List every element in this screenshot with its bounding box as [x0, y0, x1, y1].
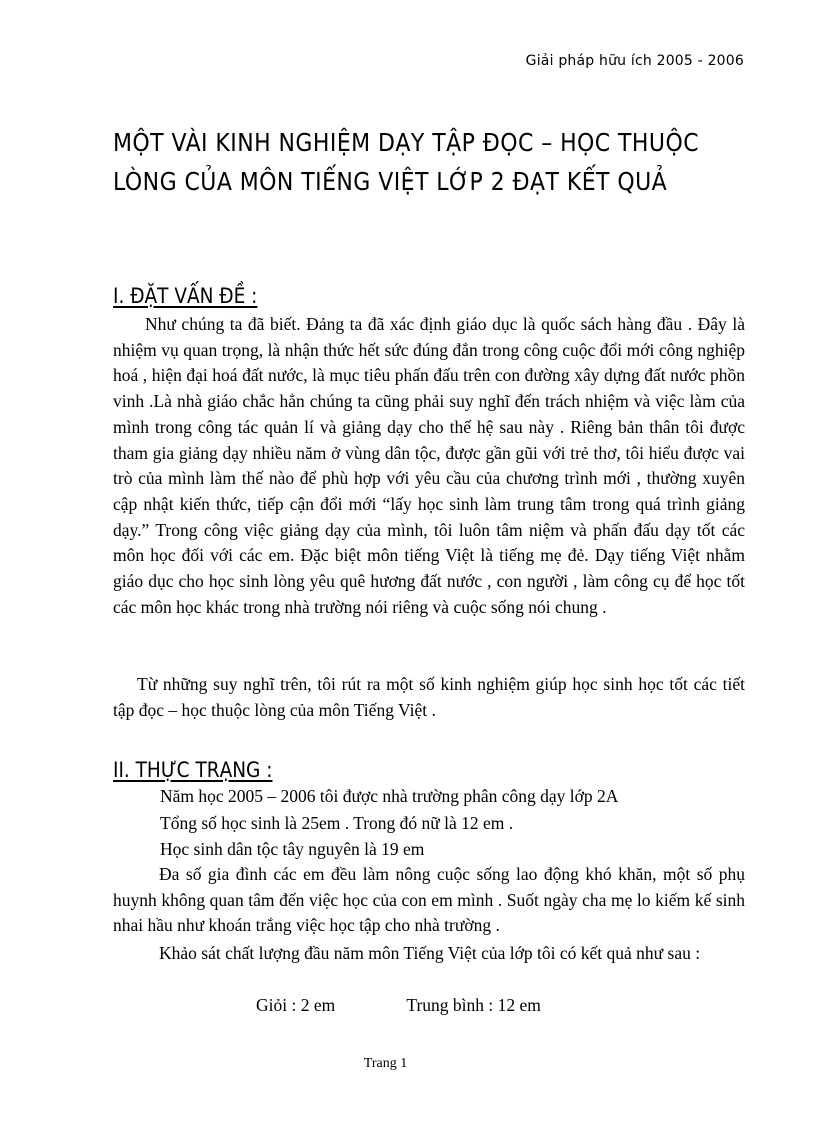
- result-gioi: Giỏi : 2 em: [256, 995, 336, 1015]
- document-header: Giải pháp hữu ích 2005 - 2006: [525, 53, 744, 69]
- survey-results: [256, 995, 541, 1016]
- paragraph-intro: Như chúng ta đã biết. Đảng ta đã xác định giáo dục là quốc sách hàng đầu . Đây là nhiệm vụ quan trọng, là nhận thức hết sức đúng đắn trong công cuộc đổi mới công nghiệp hoá , hiện đại hoá đất nước, là mục tiêu phấn đấu trên con đường xây dựng đất nước phồn vinh .Là nhà giáo chắc hẳn chúng ta cũng phải suy nghĩ đến trách nhiệm và việc làm của mình trong công tác quản lí và giảng dạy cho thế hệ sau này . Riêng bản thân tôi được tham gia giảng dạy nhiều năm ở vùng dân tộc, được gần gũi với trẻ thơ, tôi hiểu được vai trò của mình làm thế nào để phù hợp với yêu cầu của chương trình mới , thường xuyên cập nhật kiến thức, tiếp cận đổi mới “lấy học sinh làm trung tâm trong quá trình giảng dạy.” Trong công việc giảng dạy của mình, tôi luôn tâm niệm và phấn đấu dạy tốt các môn học đối với các em. Đặc biệt môn tiếng Việt là tiếng mẹ đẻ. Dạy tiếng Việt nhằm giáo dục cho học sinh lòng yêu quê hương đất nước , con người , làm công cụ để học tốt các môn học khác trong nhà trường nói riêng và cuộc sống nói chung .: [113, 314, 745, 617]
- section-heading-thuc-trang: II. THỰC TRẠNG :: [113, 758, 273, 782]
- section-heading-dat-van-de: I. ĐẶT VẤN ĐỀ :: [113, 284, 258, 308]
- result-trung-binh: Trung bình : 12 em: [406, 995, 541, 1015]
- paragraph-survey: Khảo sát chất lượng đầu năm môn Tiếng Việt của lớp tôi có kết quả như sau :: [159, 943, 701, 963]
- student-count-line: Tổng số học sinh là 25em . Trong đó nữ là 12 em .: [160, 813, 514, 833]
- page-number: Trang 1: [363, 1056, 408, 1071]
- paragraph-conclusion: Từ những suy nghĩ trên, tôi rút ra một số kinh nghiệm giúp học sinh học tốt các tiết tập đọc – học thuộc lòng của môn Tiếng Việt .: [113, 674, 745, 720]
- school-year-line: Năm học 2005 – 2006 tôi được nhà trường phân công dạy lớp 2A: [160, 786, 619, 806]
- ethnic-student-line: Học sinh dân tộc tây nguyên là 19 em: [160, 839, 425, 859]
- paragraph-family-situation: Đa số gia đình các em đều làm nông cuộc sống lao động khó khăn, một số phụ huynh không quan tâm đến việc học của con em mình . Suốt ngày cha mẹ lo kiếm kế sinh nhai hầu như khoán trắng việc học tập cho nhà trường .: [113, 864, 745, 936]
- document-title: MỘT VÀI KINH NGHIỆM DẠY TẬP ĐỌC – HỌC THUỘC LÒNG CỦA MÔN TIẾNG VIỆT LỚP 2 ĐẠT KẾT QUẢ: [113, 128, 700, 196]
